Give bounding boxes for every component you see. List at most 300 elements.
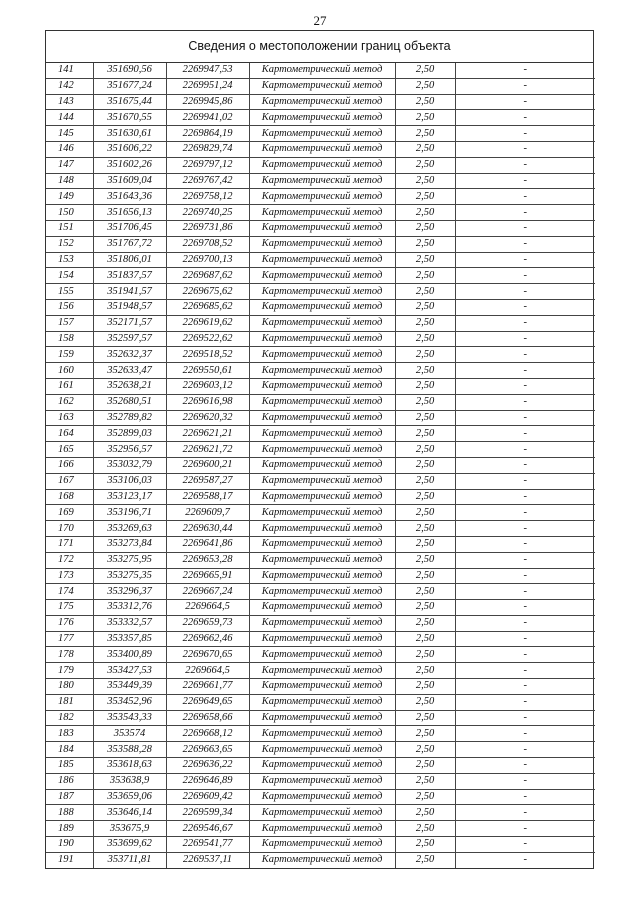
- method-cell: Картометрический метод: [249, 220, 395, 236]
- y-coordinate-cell: 2269603,12: [166, 378, 249, 394]
- point-number-cell: 146: [46, 141, 93, 157]
- table-row: [46, 758, 595, 774]
- x-coordinate-cell: 353106,03: [93, 473, 166, 489]
- y-coordinate-cell: 2269951,24: [166, 78, 249, 94]
- table-row: [46, 489, 595, 505]
- description-cell: -: [455, 363, 595, 379]
- x-coordinate-cell: 352899,03: [93, 426, 166, 442]
- x-coordinate-cell: 353646,14: [93, 805, 166, 821]
- description-cell: -: [455, 489, 595, 505]
- y-coordinate-cell: 2269659,73: [166, 615, 249, 631]
- description-cell: -: [455, 110, 595, 126]
- accuracy-cell: 2,50: [395, 489, 455, 505]
- table-row: [46, 268, 595, 284]
- method-cell: Картометрический метод: [249, 773, 395, 789]
- table-row: [46, 141, 595, 157]
- point-number-cell: 184: [46, 742, 93, 758]
- accuracy-cell: 2,50: [395, 726, 455, 742]
- accuracy-cell: 2,50: [395, 331, 455, 347]
- y-coordinate-cell: 2269646,89: [166, 773, 249, 789]
- y-coordinate-cell: 2269619,62: [166, 315, 249, 331]
- table-row: [46, 78, 595, 94]
- description-cell: -: [455, 299, 595, 315]
- accuracy-cell: 2,50: [395, 363, 455, 379]
- y-coordinate-cell: 2269630,44: [166, 521, 249, 537]
- method-cell: Картометрический метод: [249, 110, 395, 126]
- x-coordinate-cell: 353618,63: [93, 758, 166, 774]
- description-cell: -: [455, 252, 595, 268]
- accuracy-cell: 2,50: [395, 236, 455, 252]
- x-coordinate-cell: 351677,24: [93, 78, 166, 94]
- point-number-cell: 142: [46, 78, 93, 94]
- accuracy-cell: 2,50: [395, 600, 455, 616]
- method-cell: Картометрический метод: [249, 315, 395, 331]
- y-coordinate-cell: 2269675,62: [166, 284, 249, 300]
- x-coordinate-cell: 351643,36: [93, 189, 166, 205]
- y-coordinate-cell: 2269731,86: [166, 220, 249, 236]
- x-coordinate-cell: 353269,63: [93, 521, 166, 537]
- accuracy-cell: 2,50: [395, 173, 455, 189]
- point-number-cell: 187: [46, 789, 93, 805]
- y-coordinate-cell: 2269740,25: [166, 205, 249, 221]
- description-cell: -: [455, 331, 595, 347]
- method-cell: Картометрический метод: [249, 631, 395, 647]
- y-coordinate-cell: 2269708,52: [166, 236, 249, 252]
- x-coordinate-cell: 352680,51: [93, 394, 166, 410]
- accuracy-cell: 2,50: [395, 347, 455, 363]
- point-number-cell: 179: [46, 663, 93, 679]
- method-cell: Картометрический метод: [249, 489, 395, 505]
- description-cell: -: [455, 521, 595, 537]
- y-coordinate-cell: 2269700,13: [166, 252, 249, 268]
- table-row: [46, 647, 595, 663]
- method-cell: Картометрический метод: [249, 347, 395, 363]
- point-number-cell: 144: [46, 110, 93, 126]
- y-coordinate-cell: 2269641,86: [166, 536, 249, 552]
- y-coordinate-cell: 2269663,65: [166, 742, 249, 758]
- point-number-cell: 149: [46, 189, 93, 205]
- description-cell: -: [455, 236, 595, 252]
- description-cell: -: [455, 742, 595, 758]
- point-number-cell: 167: [46, 473, 93, 489]
- method-cell: Картометрический метод: [249, 78, 395, 94]
- x-coordinate-cell: 351806,01: [93, 252, 166, 268]
- point-number-cell: 157: [46, 315, 93, 331]
- x-coordinate-cell: 353123,17: [93, 489, 166, 505]
- y-coordinate-cell: 2269609,42: [166, 789, 249, 805]
- accuracy-cell: 2,50: [395, 536, 455, 552]
- method-cell: Картометрический метод: [249, 157, 395, 173]
- description-cell: -: [455, 78, 595, 94]
- x-coordinate-cell: 351941,57: [93, 284, 166, 300]
- point-number-cell: 156: [46, 299, 93, 315]
- point-number-cell: 188: [46, 805, 93, 821]
- y-coordinate-cell: 2269668,12: [166, 726, 249, 742]
- method-cell: Картометрический метод: [249, 821, 395, 837]
- accuracy-cell: 2,50: [395, 410, 455, 426]
- x-coordinate-cell: 352597,57: [93, 331, 166, 347]
- page-number: 27: [313, 13, 327, 28]
- accuracy-cell: 2,50: [395, 426, 455, 442]
- y-coordinate-cell: 2269588,17: [166, 489, 249, 505]
- method-cell: Картометрический метод: [249, 710, 395, 726]
- method-cell: Картометрический метод: [249, 141, 395, 157]
- x-coordinate-cell: 353275,95: [93, 552, 166, 568]
- description-cell: -: [455, 220, 595, 236]
- description-cell: -: [455, 473, 595, 489]
- x-coordinate-cell: 353032,79: [93, 457, 166, 473]
- method-cell: Картометрический метод: [249, 378, 395, 394]
- y-coordinate-cell: 2269667,24: [166, 584, 249, 600]
- x-coordinate-cell: 353574: [93, 726, 166, 742]
- method-cell: Картометрический метод: [249, 457, 395, 473]
- description-cell: -: [455, 568, 595, 584]
- y-coordinate-cell: 2269620,32: [166, 410, 249, 426]
- table-row: [46, 726, 595, 742]
- table-row: [46, 110, 595, 126]
- y-coordinate-cell: 2269600,21: [166, 457, 249, 473]
- point-number-cell: 180: [46, 679, 93, 695]
- description-cell: -: [455, 394, 595, 410]
- description-cell: -: [455, 600, 595, 616]
- method-cell: Картометрический метод: [249, 837, 395, 853]
- table-row: [46, 252, 595, 268]
- method-cell: Картометрический метод: [249, 284, 395, 300]
- accuracy-cell: 2,50: [395, 442, 455, 458]
- accuracy-cell: 2,50: [395, 141, 455, 157]
- accuracy-cell: 2,50: [395, 299, 455, 315]
- accuracy-cell: 2,50: [395, 126, 455, 142]
- table-row: [46, 173, 595, 189]
- x-coordinate-cell: 353675,9: [93, 821, 166, 837]
- point-number-cell: 189: [46, 821, 93, 837]
- x-coordinate-cell: 353312,76: [93, 600, 166, 616]
- coordinates-table: [46, 63, 595, 868]
- method-cell: Картометрический метод: [249, 536, 395, 552]
- table-row: [46, 663, 595, 679]
- table-row: [46, 331, 595, 347]
- table-row: [46, 568, 595, 584]
- x-coordinate-cell: 352632,37: [93, 347, 166, 363]
- point-number-cell: 153: [46, 252, 93, 268]
- method-cell: Картометрический метод: [249, 694, 395, 710]
- y-coordinate-cell: 2269653,28: [166, 552, 249, 568]
- point-number-cell: 159: [46, 347, 93, 363]
- point-number-cell: 141: [46, 63, 93, 78]
- x-coordinate-cell: 351602,26: [93, 157, 166, 173]
- x-coordinate-cell: 352633,47: [93, 363, 166, 379]
- x-coordinate-cell: 353449,39: [93, 679, 166, 695]
- y-coordinate-cell: 2269518,52: [166, 347, 249, 363]
- accuracy-cell: 2,50: [395, 473, 455, 489]
- accuracy-cell: 2,50: [395, 584, 455, 600]
- x-coordinate-cell: 353638,9: [93, 773, 166, 789]
- method-cell: Картометрический метод: [249, 63, 395, 78]
- method-cell: Картометрический метод: [249, 805, 395, 821]
- accuracy-cell: 2,50: [395, 615, 455, 631]
- section-title: Сведения о местоположении границ объекта: [46, 31, 593, 63]
- point-number-cell: 172: [46, 552, 93, 568]
- y-coordinate-cell: 2269864,19: [166, 126, 249, 142]
- method-cell: Картометрический метод: [249, 568, 395, 584]
- point-number-cell: 183: [46, 726, 93, 742]
- method-cell: Картометрический метод: [249, 552, 395, 568]
- point-number-cell: 150: [46, 205, 93, 221]
- point-number-cell: 171: [46, 536, 93, 552]
- description-cell: -: [455, 268, 595, 284]
- description-cell: -: [455, 63, 595, 78]
- y-coordinate-cell: 2269537,11: [166, 852, 249, 867]
- y-coordinate-cell: 2269587,27: [166, 473, 249, 489]
- table-row: [46, 378, 595, 394]
- point-number-cell: 170: [46, 521, 93, 537]
- x-coordinate-cell: 352171,57: [93, 315, 166, 331]
- table-row: [46, 837, 595, 853]
- y-coordinate-cell: 2269649,65: [166, 694, 249, 710]
- y-coordinate-cell: 2269665,91: [166, 568, 249, 584]
- accuracy-cell: 2,50: [395, 837, 455, 853]
- x-coordinate-cell: 353273,84: [93, 536, 166, 552]
- description-cell: -: [455, 505, 595, 521]
- table-row: [46, 505, 595, 521]
- table-row: [46, 394, 595, 410]
- description-cell: -: [455, 410, 595, 426]
- method-cell: Картометрический метод: [249, 126, 395, 142]
- point-number-cell: 160: [46, 363, 93, 379]
- method-cell: Картометрический метод: [249, 473, 395, 489]
- y-coordinate-cell: 2269767,42: [166, 173, 249, 189]
- table-row: [46, 457, 595, 473]
- point-number-cell: 151: [46, 220, 93, 236]
- table-row: [46, 426, 595, 442]
- accuracy-cell: 2,50: [395, 220, 455, 236]
- point-number-cell: 166: [46, 457, 93, 473]
- method-cell: Картометрический метод: [249, 252, 395, 268]
- accuracy-cell: 2,50: [395, 742, 455, 758]
- description-cell: -: [455, 647, 595, 663]
- y-coordinate-cell: 2269662,46: [166, 631, 249, 647]
- description-cell: -: [455, 631, 595, 647]
- accuracy-cell: 2,50: [395, 821, 455, 837]
- description-cell: -: [455, 284, 595, 300]
- point-number-cell: 191: [46, 852, 93, 867]
- point-number-cell: 175: [46, 600, 93, 616]
- y-coordinate-cell: 2269609,7: [166, 505, 249, 521]
- method-cell: Картометрический метод: [249, 331, 395, 347]
- coordinates-sheet: [45, 30, 594, 869]
- description-cell: -: [455, 694, 595, 710]
- table-row: [46, 189, 595, 205]
- point-number-cell: 161: [46, 378, 93, 394]
- accuracy-cell: 2,50: [395, 189, 455, 205]
- point-number-cell: 165: [46, 442, 93, 458]
- table-row: [46, 473, 595, 489]
- method-cell: Картометрический метод: [249, 600, 395, 616]
- x-coordinate-cell: 353588,28: [93, 742, 166, 758]
- description-cell: -: [455, 821, 595, 837]
- method-cell: Картометрический метод: [249, 726, 395, 742]
- method-cell: Картометрический метод: [249, 742, 395, 758]
- x-coordinate-cell: 351606,22: [93, 141, 166, 157]
- description-cell: -: [455, 442, 595, 458]
- point-number-cell: 178: [46, 647, 93, 663]
- accuracy-cell: 2,50: [395, 78, 455, 94]
- table-row: [46, 789, 595, 805]
- point-number-cell: 182: [46, 710, 93, 726]
- method-cell: Картометрический метод: [249, 505, 395, 521]
- accuracy-cell: 2,50: [395, 789, 455, 805]
- method-cell: Картометрический метод: [249, 205, 395, 221]
- accuracy-cell: 2,50: [395, 284, 455, 300]
- accuracy-cell: 2,50: [395, 663, 455, 679]
- x-coordinate-cell: 351948,57: [93, 299, 166, 315]
- accuracy-cell: 2,50: [395, 647, 455, 663]
- table-row: [46, 679, 595, 695]
- method-cell: Картометрический метод: [249, 426, 395, 442]
- point-number-cell: 173: [46, 568, 93, 584]
- description-cell: -: [455, 94, 595, 110]
- point-number-cell: 174: [46, 584, 93, 600]
- accuracy-cell: 2,50: [395, 110, 455, 126]
- method-cell: Картометрический метод: [249, 584, 395, 600]
- y-coordinate-cell: 2269664,5: [166, 663, 249, 679]
- x-coordinate-cell: 353543,33: [93, 710, 166, 726]
- description-cell: -: [455, 157, 595, 173]
- accuracy-cell: 2,50: [395, 315, 455, 331]
- x-coordinate-cell: 351630,61: [93, 126, 166, 142]
- method-cell: Картометрический метод: [249, 236, 395, 252]
- x-coordinate-cell: 351706,45: [93, 220, 166, 236]
- method-cell: Картометрический метод: [249, 442, 395, 458]
- coordinates-table-body: [46, 63, 595, 868]
- y-coordinate-cell: 2269947,53: [166, 63, 249, 78]
- y-coordinate-cell: 2269541,77: [166, 837, 249, 853]
- method-cell: Картометрический метод: [249, 410, 395, 426]
- accuracy-cell: 2,50: [395, 679, 455, 695]
- description-cell: -: [455, 315, 595, 331]
- accuracy-cell: 2,50: [395, 694, 455, 710]
- y-coordinate-cell: 2269522,62: [166, 331, 249, 347]
- point-number-cell: 186: [46, 773, 93, 789]
- table-row: [46, 126, 595, 142]
- x-coordinate-cell: 353659,06: [93, 789, 166, 805]
- description-cell: -: [455, 679, 595, 695]
- x-coordinate-cell: 352789,82: [93, 410, 166, 426]
- description-cell: -: [455, 378, 595, 394]
- description-cell: -: [455, 205, 595, 221]
- description-cell: -: [455, 426, 595, 442]
- y-coordinate-cell: 2269758,12: [166, 189, 249, 205]
- y-coordinate-cell: 2269546,67: [166, 821, 249, 837]
- method-cell: Картометрический метод: [249, 663, 395, 679]
- method-cell: Картометрический метод: [249, 615, 395, 631]
- description-cell: -: [455, 584, 595, 600]
- method-cell: Картометрический метод: [249, 647, 395, 663]
- description-cell: -: [455, 552, 595, 568]
- description-cell: -: [455, 758, 595, 774]
- x-coordinate-cell: 353427,53: [93, 663, 166, 679]
- point-number-cell: 185: [46, 758, 93, 774]
- y-coordinate-cell: 2269658,66: [166, 710, 249, 726]
- x-coordinate-cell: 353296,37: [93, 584, 166, 600]
- table-row: [46, 94, 595, 110]
- method-cell: Картометрический метод: [249, 679, 395, 695]
- method-cell: Картометрический метод: [249, 363, 395, 379]
- description-cell: -: [455, 773, 595, 789]
- table-row: [46, 710, 595, 726]
- method-cell: Картометрический метод: [249, 299, 395, 315]
- accuracy-cell: 2,50: [395, 631, 455, 647]
- y-coordinate-cell: 2269685,62: [166, 299, 249, 315]
- x-coordinate-cell: 353332,57: [93, 615, 166, 631]
- table-row: [46, 157, 595, 173]
- accuracy-cell: 2,50: [395, 710, 455, 726]
- point-number-cell: 163: [46, 410, 93, 426]
- point-number-cell: 155: [46, 284, 93, 300]
- method-cell: Картометрический метод: [249, 394, 395, 410]
- table-row: [46, 284, 595, 300]
- method-cell: Картометрический метод: [249, 758, 395, 774]
- description-cell: -: [455, 789, 595, 805]
- point-number-cell: 143: [46, 94, 93, 110]
- table-row: [46, 347, 595, 363]
- point-number-cell: 168: [46, 489, 93, 505]
- y-coordinate-cell: 2269687,62: [166, 268, 249, 284]
- description-cell: -: [455, 805, 595, 821]
- point-number-cell: 152: [46, 236, 93, 252]
- y-coordinate-cell: 2269621,21: [166, 426, 249, 442]
- point-number-cell: 147: [46, 157, 93, 173]
- y-coordinate-cell: 2269670,65: [166, 647, 249, 663]
- point-number-cell: 177: [46, 631, 93, 647]
- y-coordinate-cell: 2269797,12: [166, 157, 249, 173]
- point-number-cell: 145: [46, 126, 93, 142]
- x-coordinate-cell: 353699,62: [93, 837, 166, 853]
- accuracy-cell: 2,50: [395, 568, 455, 584]
- y-coordinate-cell: 2269599,34: [166, 805, 249, 821]
- accuracy-cell: 2,50: [395, 457, 455, 473]
- point-number-cell: 181: [46, 694, 93, 710]
- x-coordinate-cell: 351837,57: [93, 268, 166, 284]
- x-coordinate-cell: 351609,04: [93, 173, 166, 189]
- accuracy-cell: 2,50: [395, 505, 455, 521]
- x-coordinate-cell: 352956,57: [93, 442, 166, 458]
- description-cell: -: [523, 854, 527, 866]
- table-row: [46, 442, 595, 458]
- y-coordinate-cell: 2269636,22: [166, 758, 249, 774]
- description-cell: -: [455, 141, 595, 157]
- table-row: [46, 742, 595, 758]
- point-number-cell: 162: [46, 394, 93, 410]
- table-row: [46, 205, 595, 221]
- table-row: [46, 821, 595, 837]
- table-row: [46, 615, 595, 631]
- description-cell: -: [455, 126, 595, 142]
- x-coordinate-cell: 353711,81: [93, 852, 166, 867]
- description-cell: -: [455, 663, 595, 679]
- table-row: [46, 521, 595, 537]
- y-coordinate-cell: 2269941,02: [166, 110, 249, 126]
- accuracy-cell: 2,50: [395, 63, 455, 78]
- y-coordinate-cell: 2269616,98: [166, 394, 249, 410]
- x-coordinate-cell: 351656,13: [93, 205, 166, 221]
- x-coordinate-cell: 351670,55: [93, 110, 166, 126]
- method-cell: Картометрический метод: [249, 268, 395, 284]
- description-cell: -: [455, 189, 595, 205]
- accuracy-cell: 2,50: [395, 268, 455, 284]
- table-row: [46, 236, 595, 252]
- table-row: [46, 410, 595, 426]
